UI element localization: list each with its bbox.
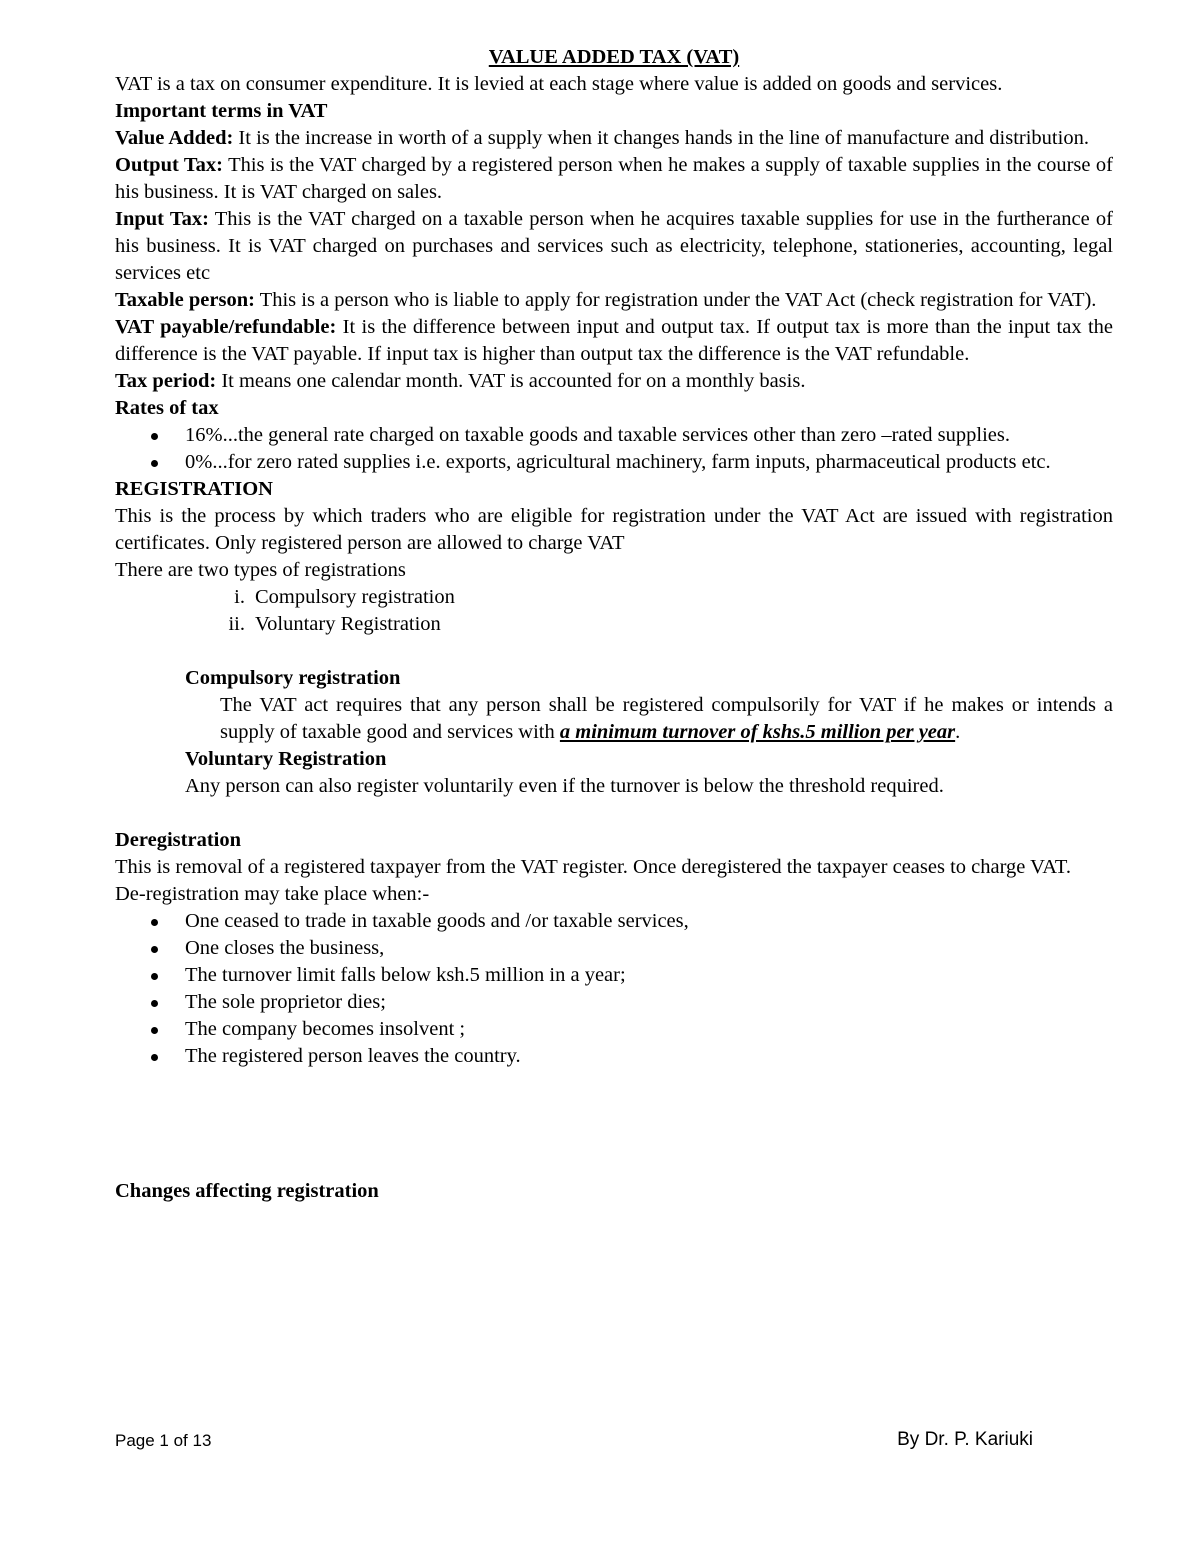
list-item: One closes the business, (115, 935, 1113, 962)
term-definition: This is a person who is liable to apply for registration under the VAT Act (check registration for VAT). (254, 289, 1097, 311)
term-label: Input Tax: (115, 208, 209, 230)
list-label: Voluntary Registration (255, 613, 441, 635)
registration-types-list (115, 584, 1113, 638)
term-taxable-person (115, 287, 1113, 314)
document-title: VALUE ADDED TAX (VAT) (488, 46, 740, 68)
term-definition: It means one calendar month. VAT is accounted for on a monthly basis. (216, 370, 806, 392)
deregistration-heading: Deregistration (115, 829, 242, 851)
term-label: VAT payable/refundable: (115, 316, 337, 338)
terms-heading: Important terms in VAT (115, 100, 328, 122)
compulsory-heading: Compulsory registration (185, 667, 401, 689)
list-item: 0%...for zero rated supplies i.e. exports, agricultural machinery, farm inputs, pharmaceutical products etc. (115, 449, 1113, 476)
list-item: The turnover limit falls below ksh.5 million in a year; (115, 962, 1113, 989)
term-output-tax (115, 152, 1113, 206)
intro-paragraph: VAT is a tax on consumer expenditure. It is levied at each stage where value is added on goods and services. (115, 73, 1003, 95)
term-input-tax (115, 206, 1113, 287)
compulsory-emphasis: a minimum turnover of kshs.5 million per year (559, 721, 956, 743)
term-value-added (115, 125, 1113, 152)
list-item: The company becomes insolvent ; (115, 1016, 1113, 1043)
term-definition: This is the VAT charged on a taxable person when he acquires taxable supplies for use in the furtherance of his business. It is VAT charged on purchases and services such as electricity, telephone, stationeries, accounting, legal services etc (115, 208, 1113, 284)
spacer (115, 800, 1113, 827)
page-number: Page 1 of 13 (115, 1431, 212, 1450)
list-item: 16%...the general rate charged on taxable goods and taxable services other than zero –rated supplies. (115, 422, 1113, 449)
list-number: ii. (228, 613, 245, 635)
list-item (115, 611, 1113, 638)
spacer (115, 1097, 1113, 1124)
term-label: Output Tax: (115, 154, 223, 176)
registration-types-intro: There are two types of registrations (115, 559, 406, 581)
term-vat-payable (115, 314, 1113, 368)
term-tax-period (115, 368, 1113, 395)
deregistration-intro: De-registration may take place when:- (115, 883, 430, 905)
compulsory-end: . (955, 721, 961, 743)
deregistration-list (115, 908, 1113, 1070)
changes-heading: Changes affecting registration (115, 1180, 379, 1202)
spacer (115, 1070, 1113, 1097)
spacer (115, 638, 1113, 665)
spacer (115, 1124, 1113, 1151)
compulsory-text: The VAT act requires that any person shall be registered compulsorily for VAT if he makes or intends a supply of taxable good and services with (220, 694, 1113, 743)
voluntary-heading: Voluntary Registration (185, 748, 387, 770)
list-number: i. (234, 586, 245, 608)
rates-heading: Rates of tax (115, 397, 219, 419)
term-definition: It is the increase in worth of a supply when it changes hands in the line of manufacture and distribution. (233, 127, 1089, 149)
term-definition: It is the difference between input and output tax. If output tax is more than the input tax the difference is the VAT payable. If input tax is higher than output tax the difference is the VAT refundable. (115, 316, 1113, 365)
author-credit: By Dr. P. Kariuki (897, 1429, 1033, 1450)
term-label: Value Added: (115, 127, 234, 149)
term-label: Taxable person: (115, 289, 255, 311)
compulsory-paragraph (115, 692, 1113, 746)
rates-list (115, 422, 1113, 476)
list-item: One ceased to trade in taxable goods and /or taxable services, (115, 908, 1113, 935)
registration-paragraph: This is the process by which traders who are eligible for registration under the VAT Act are issued with registration certificates. Only registered person are allowed to charge VAT (115, 505, 1113, 554)
term-definition: This is the VAT charged by a registered person when he makes a supply of taxable supplies in the course of his business. It is VAT charged on sales. (115, 154, 1113, 203)
list-label: Compulsory registration (255, 586, 455, 608)
list-item: The registered person leaves the country. (115, 1043, 1113, 1070)
voluntary-paragraph: Any person can also register voluntarily even if the turnover is below the threshold required. (185, 775, 944, 797)
spacer (115, 1151, 1113, 1178)
list-item: The sole proprietor dies; (115, 989, 1113, 1016)
list-item (115, 584, 1113, 611)
registration-heading: REGISTRATION (115, 478, 273, 500)
term-label: Tax period: (115, 370, 217, 392)
deregistration-paragraph: This is removal of a registered taxpayer from the VAT register. Once deregistered the taxpayer ceases to charge VAT. (115, 856, 1071, 878)
document-page (115, 44, 1113, 1205)
